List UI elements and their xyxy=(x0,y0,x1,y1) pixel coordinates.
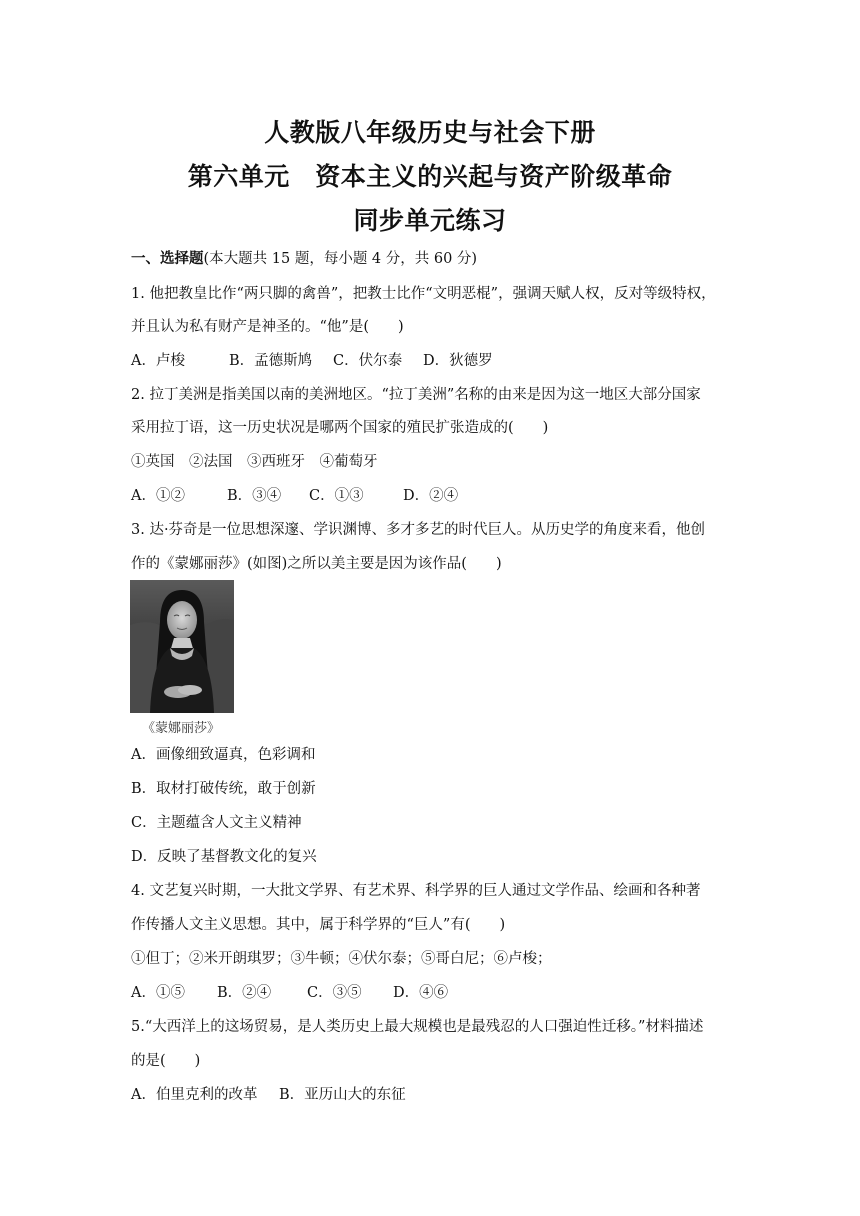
q5-stem-line1: 5.“大西洋上的这场贸易，是人类历史上最大规模也是最残忍的人口强迫性迁移。”材料描述 xyxy=(131,1019,704,1035)
section-heading xyxy=(131,247,477,268)
doc-title: 人教版八年级历史与社会下册 xyxy=(264,118,596,147)
q2-stem-line1: 2. 拉丁美洲是指美国以南的美洲地区。“拉丁美洲”名称的由来是因为这一地区大部分国家 xyxy=(131,387,701,403)
q4-option-c: C．③⑤ xyxy=(307,985,362,1001)
q1-stem-line1: 1. 他把教皇比作“两只脚的禽兽”，把教士比作“文明恶棍”，强调天赋人权，反对等级特权， xyxy=(131,286,716,302)
section-desc: (本大题共 15 题，每小题 4 分，共 60 分) xyxy=(203,251,478,267)
q5-options xyxy=(131,1083,406,1104)
q3-stem-line2: 作的《蒙娜丽莎》(如图)之所以美主要是因为该作品( ) xyxy=(131,556,502,572)
q5-option-b: B．亚历山大的东征 xyxy=(279,1087,406,1103)
q1-stem-line2: 并且认为私有财产是神圣的。“他”是( ) xyxy=(131,319,404,335)
q4-option-a: A．①⑤ xyxy=(131,985,185,1001)
mona-lisa-image xyxy=(130,580,234,713)
section-label: 一、选择题 xyxy=(131,251,204,267)
q2-options xyxy=(131,484,458,505)
q1-option-d: D．狄德罗 xyxy=(423,353,493,369)
image-caption: 《蒙娜丽莎》 xyxy=(142,721,221,736)
q4-option-d: D．④⑥ xyxy=(393,985,449,1001)
q1-option-a: A．卢梭 xyxy=(131,353,185,369)
q2-option-a: A．①② xyxy=(131,488,185,504)
q4-items: ①但丁；②米开朗琪罗；③牛顿；④伏尔泰；⑤哥白尼；⑥卢梭； xyxy=(131,951,552,967)
q4-stem-line1: 4. 文艺复兴时期，一大批文学界、有艺术界、科学界的巨人通过文学作品、绘画和各种著 xyxy=(131,883,701,899)
q2-option-d: D．②④ xyxy=(403,488,459,504)
q4-options xyxy=(131,981,448,1002)
q1-options xyxy=(131,349,493,370)
q4-stem-line2: 作传播人文主义思想。其中，属于科学界的“巨人”有( ) xyxy=(131,917,506,933)
q4-option-b: B．②④ xyxy=(217,985,272,1001)
q1-option-b: B．孟德斯鸠 xyxy=(229,353,313,369)
q5-option-a: A．伯里克利的改革 xyxy=(131,1087,258,1103)
q3-option-d: D．反映了基督教文化的复兴 xyxy=(131,849,317,865)
q5-stem-line2: 的是( ) xyxy=(131,1053,201,1069)
q3-option-b: B．取材打破传统，敢于创新 xyxy=(131,781,316,797)
q3-option-a: A．画像细致逼真，色彩调和 xyxy=(131,747,316,763)
q2-option-c: C．①③ xyxy=(309,488,364,504)
q2-items: ①英国 ②法国 ③西班牙 ④葡萄牙 xyxy=(131,454,378,470)
exercise-title: 同步单元练习 xyxy=(353,206,507,235)
q1-option-c: C．伏尔泰 xyxy=(333,353,403,369)
q2-option-b: B．③④ xyxy=(227,488,282,504)
q3-stem-line1: 3. 达·芬奇是一位思想深邃、学识渊博、多才多艺的时代巨人。从历史学的角度来看，他创 xyxy=(131,522,706,538)
q2-stem-line2: 采用拉丁语，这一历史状况是哪两个国家的殖民扩张造成的( ) xyxy=(131,420,549,436)
unit-title: 第六单元 资本主义的兴起与资产阶级革命 xyxy=(187,162,673,191)
q3-option-c: C．主题蕴含人文主义精神 xyxy=(131,815,302,831)
